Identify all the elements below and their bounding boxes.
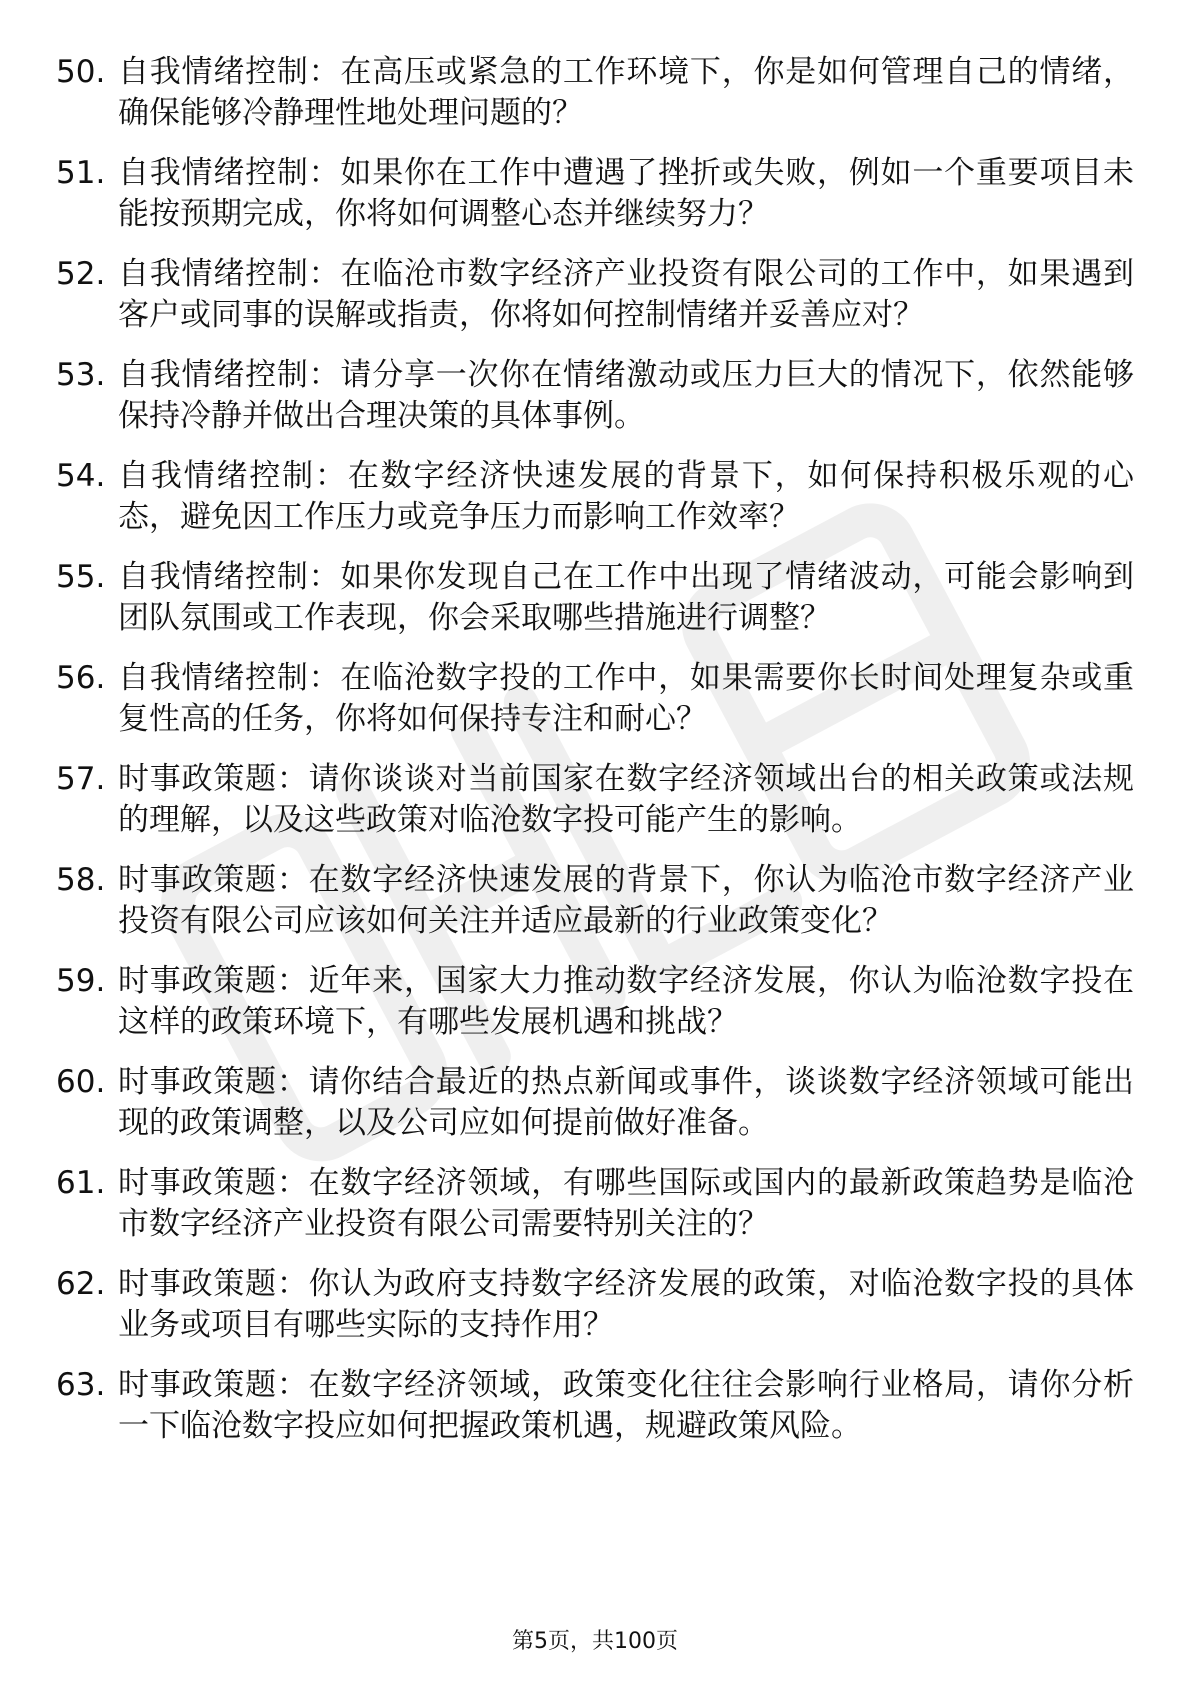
question-number: 58. (56, 862, 106, 898)
question-item (56, 557, 1134, 639)
question-item (56, 1163, 1134, 1245)
question-text: 自我情绪控制：如果你在工作中遭遇了挫折或失败，例如一个重要项目未能按预期完成，你将如何调整心态并继续努力？ (118, 155, 1134, 232)
question-number: 52. (56, 256, 106, 292)
question-number: 60. (56, 1064, 106, 1100)
question-text: 自我情绪控制：在高压或紧急的工作环境下，你是如何管理自己的情绪，确保能够冷静理性地处理问题的？ (118, 54, 1134, 131)
question-number: 51. (56, 155, 106, 191)
question-number: 62. (56, 1266, 106, 1302)
question-text: 自我情绪控制：在临沧市数字经济产业投资有限公司的工作中，如果遇到客户或同事的误解或指责，你将如何控制情绪并妥善应对？ (118, 256, 1134, 333)
question-item (56, 759, 1134, 841)
question-number: 55. (56, 559, 106, 595)
question-number: 54. (56, 458, 106, 494)
question-item (56, 153, 1134, 235)
question-number: 50. (56, 54, 106, 90)
question-item (56, 1264, 1134, 1346)
question-number: 57. (56, 761, 106, 797)
question-number: 59. (56, 963, 106, 999)
question-text: 时事政策题：近年来，国家大力推动数字经济发展，你认为临沧数字投在这样的政策环境下，有哪些发展机遇和挑战？ (118, 963, 1134, 1040)
question-text: 自我情绪控制：在数字经济快速发展的背景下，如何保持积极乐观的心态，避免因工作压力或竞争压力而影响工作效率？ (118, 458, 1134, 535)
question-item (56, 355, 1134, 437)
question-text: 时事政策题：在数字经济领域，有哪些国际或国内的最新政策趋势是临沧市数字经济产业投资有限公司需要特别关注的？ (118, 1165, 1134, 1242)
question-item (56, 1062, 1134, 1144)
question-number: 56. (56, 660, 106, 696)
question-number: 53. (56, 357, 106, 393)
question-number: 61. (56, 1165, 106, 1201)
question-list (56, 52, 1134, 1466)
question-item (56, 254, 1134, 336)
question-text: 自我情绪控制：在临沧数字投的工作中，如果需要你长时间处理复杂或重复性高的任务，你将如何保持专注和耐心？ (118, 660, 1134, 737)
question-text: 时事政策题：请你结合最近的热点新闻或事件，谈谈数字经济领域可能出现的政策调整，以及公司应如何提前做好准备。 (118, 1064, 1134, 1141)
question-text: 自我情绪控制：如果你发现自己在工作中出现了情绪波动，可能会影响到团队氛围或工作表现，你会采取哪些措施进行调整？ (118, 559, 1134, 636)
question-item (56, 456, 1134, 538)
question-text: 时事政策题：在数字经济领域，政策变化往往会影响行业格局，请你分析一下临沧数字投应如何把握政策机遇，规避政策风险。 (118, 1367, 1134, 1444)
question-item (56, 860, 1134, 942)
question-text: 时事政策题：在数字经济快速发展的背景下，你认为临沧市数字经济产业投资有限公司应该如何关注并适应最新的行业政策变化？ (118, 862, 1134, 939)
question-text: 时事政策题：你认为政府支持数字经济发展的政策，对临沧数字投的具体业务或项目有哪些实际的支持作用？ (118, 1266, 1134, 1343)
question-item (56, 52, 1134, 134)
page-number: 第5页，共100页 (512, 1629, 678, 1654)
question-item (56, 961, 1134, 1043)
question-text: 时事政策题：请你谈谈对当前国家在数字经济领域出台的相关政策或法规的理解，以及这些政策对临沧数字投可能产生的影响。 (118, 761, 1134, 838)
question-item (56, 1365, 1134, 1447)
question-item (56, 658, 1134, 740)
question-number: 63. (56, 1367, 106, 1403)
question-text: 自我情绪控制：请分享一次你在情绪激动或压力巨大的情况下，依然能够保持冷静并做出合理决策的具体事例。 (118, 357, 1134, 434)
